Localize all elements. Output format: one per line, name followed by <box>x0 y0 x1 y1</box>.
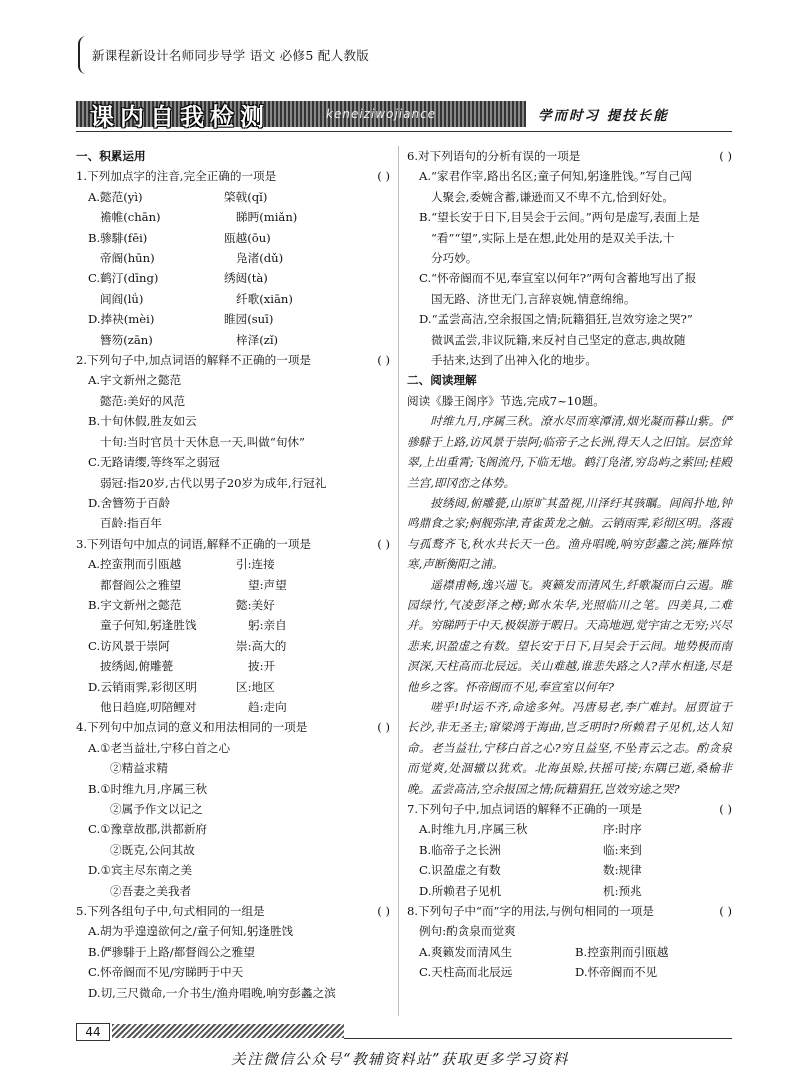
text-line <box>407 330 732 350</box>
option-text: A.时维九月,序属三秋 <box>419 822 528 837</box>
section-banner <box>76 101 732 131</box>
line-text: 人聚会,委婉含蓄,谦逊而又不卑不亢,恰到好处。 <box>431 189 674 204</box>
line-text: 二、阅读理解 <box>407 373 477 388</box>
option-row <box>76 656 390 676</box>
text-line <box>76 432 390 452</box>
answer-blank: ( ) <box>377 353 390 368</box>
option-row <box>76 697 390 717</box>
line-text: 手拈来,达到了出神入化的地步。 <box>431 353 597 368</box>
option-text: A.控蛮荆而引瓯越 <box>88 557 182 572</box>
text-line <box>76 513 390 533</box>
text-line <box>407 248 732 268</box>
option-note: B.控蛮荆而引瓯越 <box>575 944 669 959</box>
text-line <box>76 411 390 431</box>
option-row <box>76 207 390 227</box>
text-line <box>407 228 732 248</box>
option-note: 睇眄(miǎn) <box>236 210 298 225</box>
text-line <box>407 166 732 186</box>
line-text: A.①老当益壮,宁移白首之心 <box>88 740 231 755</box>
option-text: A.爽籁发而清风生 <box>419 944 513 959</box>
question-stem <box>76 534 390 554</box>
option-note: 瓯越(ōu) <box>224 230 271 245</box>
line-text: 懿范:美好的风范 <box>100 393 186 408</box>
passage-paragraph: 遥襟甫畅,逸兴遄飞。爽籁发而清风生,纤歌凝而白云遏。睢园绿竹,气凌彭泽之樽;邺水朱华,光照临川之笔。四美具,二难并。穷睇眄于中天,极娱游于暇日。天高地迥,觉宇宙之无穷;兴尽悲来,识盈虚之有数。望长安于日下,目吴会于云间。地势极而南溟深,天柱高而北辰远。关山难越,谁悲失路之人?萍水相逢,尽是他乡之客。怀帝阍而不见,奉宣室以何年? <box>407 577 732 694</box>
option-row <box>76 595 390 615</box>
line-text: A.宇文新州之懿范 <box>88 373 182 388</box>
line-text: 分巧妙。 <box>431 251 478 266</box>
right-bottom-block <box>407 799 732 983</box>
banner-rule <box>76 131 732 132</box>
text-line <box>76 921 390 941</box>
text-line <box>76 983 390 1003</box>
section-heading <box>407 370 732 390</box>
line-text: B.俨骖騑于上路/都督阎公之雅望 <box>88 944 255 959</box>
option-text: 他日趋庭,叨陪鲤对 <box>100 699 197 714</box>
text-line <box>76 370 390 390</box>
line-text: 6.对下列语句的分析有误的一项是 <box>407 149 581 163</box>
option-row <box>407 942 732 962</box>
header-bracket <box>78 36 88 74</box>
question-stem <box>76 717 390 737</box>
question-stem <box>76 350 390 370</box>
passage-paragraph: 时维九月,序属三秋。潦水尽而寒潭清,烟光凝而暮山紫。俨骖騑于上路,访风景于崇阿;临帝子之长洲,得天人之旧馆。层峦耸翠,上出重霄;飞阁流丹,下临无地。鹤汀凫渚,穷岛屿之萦回;桂殿兰宫,即冈峦之体势。 <box>407 414 732 490</box>
answer-blank: ( ) <box>377 904 390 919</box>
text-line <box>76 860 390 880</box>
banner-motto: 学而时习 提技长能 <box>538 108 669 124</box>
text-line <box>407 268 732 288</box>
line-text: D.切,三尺微命,一介书生/渔舟唱晚,响穷彭蠡之滨 <box>88 985 336 1000</box>
footer-rule <box>344 1038 732 1039</box>
question-stem <box>407 799 732 819</box>
reading-passage <box>407 411 732 799</box>
option-text: B.宇文新州之懿范 <box>88 597 182 612</box>
option-note: 临:来到 <box>603 842 642 857</box>
answer-blank: ( ) <box>377 720 390 735</box>
option-note: 披:开 <box>248 659 276 674</box>
option-text: 披绣闼,俯雕甍 <box>100 659 174 674</box>
banner-title: 课内自我检测 <box>90 103 270 131</box>
page-footer <box>76 1023 732 1039</box>
option-text: B.临帝子之长洲 <box>419 842 501 857</box>
option-text: 闾阎(lǘ) <box>100 291 144 306</box>
passage-paragraph: 嗟乎!时运不齐,命途多舛。冯唐易老,李广难封。屈贾谊于长沙,非无圣主;窜梁鸿于海曲,岂乏明时?所赖君子见机,达人知命。老当益壮,宁移白首之心?穷且益坚,不坠青云之志。酌贪泉而觉爽,处涸辙以犹欢。北海虽赊,扶摇可接;东隅已逝,桑榆非晚。孟尝高洁,空余报国之情;阮籍猖狂,岂效穷途之哭? <box>407 699 732 796</box>
answer-blank: ( ) <box>719 904 732 919</box>
option-row <box>76 268 390 288</box>
line-text: 3.下列语句中加点的词语,解释不正确的一项是 <box>76 536 312 551</box>
option-note: 绣闼(tà) <box>224 271 268 286</box>
option-text: 帝阍(hūn) <box>100 251 155 266</box>
line-text: D.①宾主尽东南之美 <box>88 863 193 878</box>
line-text: D.“孟尝高洁,空余报国之情;阮籍猖狂,岂效穷途之哭?” <box>419 312 693 327</box>
option-row <box>407 819 732 839</box>
option-text: C.天柱高而北辰远 <box>419 965 513 980</box>
line-text: 7.下列句子中,加点词语的解释不正确的一项是 <box>407 802 643 816</box>
line-text: B.十旬休假,胜友如云 <box>88 414 197 429</box>
option-row <box>76 309 390 329</box>
option-note: 引:连接 <box>236 557 275 572</box>
option-text: D.所赖君子见机 <box>419 883 502 898</box>
line-text: 弱冠:指20岁,古代以男子20岁为成年,行冠礼 <box>100 475 327 490</box>
answer-blank: ( ) <box>719 802 732 816</box>
line-text: B.①时维九月,序属三秋 <box>88 781 208 796</box>
right-column <box>407 146 732 983</box>
line-text: A.胡为乎遑遑欲何之/童子何知,躬逢胜饯 <box>88 924 294 939</box>
option-row <box>76 187 390 207</box>
line-text: 1.下列加点字的注音,完全正确的一项是 <box>76 169 277 184</box>
option-row <box>407 860 732 880</box>
line-text: D.舍簪笏于百龄 <box>88 495 171 510</box>
option-text: 都督阎公之雅望 <box>100 577 182 592</box>
option-note: 望:声望 <box>248 577 287 592</box>
text-line <box>76 840 390 860</box>
running-header: 新课程新设计名师同步导学 语文 必修5 配人教版 <box>92 48 370 63</box>
text-line <box>76 799 390 819</box>
option-note: 纤歌(xiān) <box>236 291 293 306</box>
line-text: 一、积累运用 <box>76 149 146 163</box>
option-note: 序:时序 <box>603 822 642 837</box>
line-text: 阅读《滕王阁序》节选,完成7~10题。 <box>407 393 605 408</box>
line-text: 2.下列句子中,加点词语的解释不正确的一项是 <box>76 353 312 368</box>
text-line <box>407 309 732 329</box>
option-note: 数:规律 <box>603 863 642 878</box>
text-line <box>76 452 390 472</box>
text-line <box>407 187 732 207</box>
option-note: 棨戟(qǐ) <box>224 189 268 204</box>
option-row <box>76 615 390 635</box>
line-text: C.“怀帝阍而不见,奉宣室以何年?”两句含蓄地写出了报 <box>419 271 697 286</box>
option-note: 趋:走向 <box>248 699 287 714</box>
section-heading <box>76 146 390 166</box>
line-text: ②吾妻之美我者 <box>110 883 192 898</box>
text-line <box>76 738 390 758</box>
text-line <box>76 881 390 901</box>
footer-note: 关注微信公众号“教辅资料站”获取更多学习资料 <box>231 1052 569 1068</box>
line-text: ②精益求精 <box>110 761 168 776</box>
line-text: 5.下列各组句子中,句式相同的一组是 <box>76 904 265 919</box>
line-text: C.①豫章故郡,洪都新府 <box>88 822 207 837</box>
answer-blank: ( ) <box>377 536 390 551</box>
option-row <box>407 962 732 982</box>
line-text: B.“望长安于日下,目吴会于云间。”两句是虚写,表面上是 <box>419 210 700 225</box>
line-text: 8.下列句子中“而”字的用法,与例句相同的一项是 <box>407 904 654 919</box>
text-line <box>407 350 732 370</box>
left-column <box>76 146 390 1003</box>
option-text: 簪笏(zān) <box>100 332 153 347</box>
option-text: D.捧袂(mèi) <box>88 312 155 327</box>
question-stem <box>407 146 732 166</box>
line-text: ②属予作文以记之 <box>110 802 203 816</box>
option-note: 梓泽(zǐ) <box>236 332 279 347</box>
option-note: 懿:美好 <box>236 597 275 612</box>
option-row <box>76 248 390 268</box>
line-text: 4.下列句中加点词的意义和用法相同的一项是 <box>76 720 308 735</box>
text-line <box>76 962 390 982</box>
option-note: 区:地区 <box>236 679 275 694</box>
line-text: ②既克,公问其故 <box>110 842 195 857</box>
text-line <box>76 942 390 962</box>
line-text: 微讽孟尝,非议阮籍,来反衬自己坚定的意志,典故随 <box>431 332 686 347</box>
line-text: A.“家君作宰,路出名区;童子何知,躬逢胜饯。”写自己闯 <box>419 169 692 184</box>
option-note: 睢园(suī) <box>224 312 274 327</box>
text-line <box>76 779 390 799</box>
option-note: 崇:高大的 <box>236 638 287 653</box>
option-row <box>407 881 732 901</box>
option-text: D.云销雨霁,彩彻区明 <box>88 679 198 694</box>
option-text: C.访风景于崇阿 <box>88 638 170 653</box>
text-line <box>407 391 732 411</box>
line-text: C.无路请缨,等终军之弱冠 <box>88 455 220 470</box>
option-note: 躬:亲自 <box>248 618 287 633</box>
text-line <box>76 473 390 493</box>
text-line <box>407 289 732 309</box>
option-row <box>76 677 390 697</box>
question-stem <box>76 166 390 186</box>
right-top-block <box>407 146 732 411</box>
option-row <box>76 575 390 595</box>
option-row <box>76 330 390 350</box>
option-note: 机:预兆 <box>603 883 642 898</box>
passage-paragraph: 披绣闼,俯雕甍,山原旷其盈视,川泽纡其骇瞩。闾阎扑地,钟鸣鼎食之家;舸舰弥津,青雀黄龙之舳。云销雨霁,彩彻区明。落霞与孤鹜齐飞,秋水共长天一色。渔舟唱晚,响穷彭蠡之滨;雁阵惊寒,声断衡阳之浦。 <box>407 495 732 572</box>
text-line <box>76 758 390 778</box>
line-text: 十旬:当时官员十天休息一天,叫做“旬休” <box>100 434 305 449</box>
text-line <box>407 921 732 941</box>
question-stem <box>76 901 390 921</box>
text-line <box>407 207 732 227</box>
footer-pattern <box>112 1024 344 1038</box>
option-note: 凫渚(dǔ) <box>236 251 284 266</box>
text-line <box>76 391 390 411</box>
option-text: C.鹤汀(dīng) <box>88 271 159 286</box>
line-text: “看”“望”,实际上是在想,此处用的是双关手法,十 <box>431 230 675 245</box>
page-number: 44 <box>76 1023 110 1041</box>
option-row <box>407 840 732 860</box>
option-text: B.骖騑(fēi) <box>88 230 148 245</box>
option-text: A.懿范(yì) <box>88 189 143 204</box>
option-row <box>76 228 390 248</box>
option-text: C.识盈虚之有数 <box>419 863 501 878</box>
column-divider <box>398 146 399 1016</box>
line-text: 国无路、济世无门,言辞哀婉,情意绵绵。 <box>431 291 636 306</box>
text-line <box>76 819 390 839</box>
option-row <box>76 636 390 656</box>
option-row <box>76 289 390 309</box>
text-line <box>76 493 390 513</box>
option-note: D.怀帝阍而不见 <box>575 965 658 980</box>
question-stem <box>407 901 732 921</box>
banner-pinyin: keneiziwojiance <box>326 107 437 121</box>
line-text: 百龄:指百年 <box>100 516 162 531</box>
line-text: C.怀帝阍而不见/穷睇眄于中天 <box>88 965 244 980</box>
option-text: 襜帷(chān) <box>100 210 161 225</box>
answer-blank: ( ) <box>377 169 390 184</box>
option-text: 童子何知,躬逢胜饯 <box>100 618 197 633</box>
option-row <box>76 554 390 574</box>
answer-blank: ( ) <box>719 149 732 163</box>
line-text: 例句:酌贪泉而觉爽 <box>419 924 516 939</box>
